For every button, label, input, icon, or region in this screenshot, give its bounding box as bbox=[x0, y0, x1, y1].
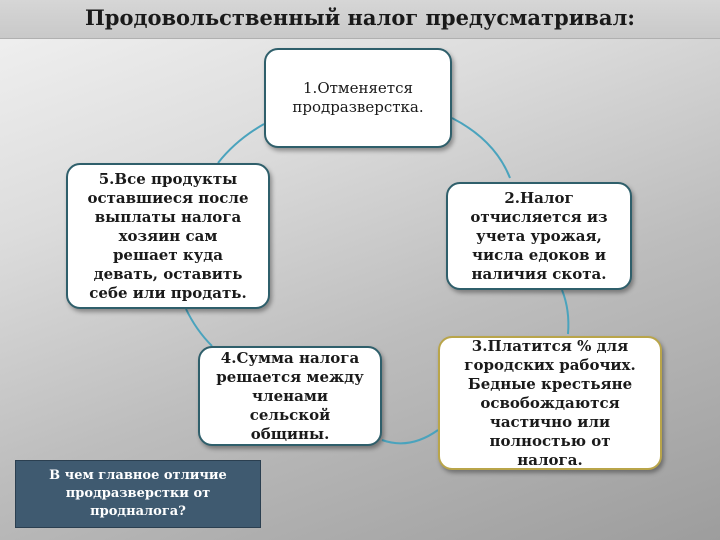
connector-3-4 bbox=[382, 430, 438, 443]
slide-title: Продовольственный налог предусматривал: bbox=[84, 5, 636, 30]
connector-4-5 bbox=[186, 309, 212, 346]
question-box: В чем главное отличие продразверстки от продналога? bbox=[15, 460, 261, 528]
connector-1-2 bbox=[452, 118, 510, 178]
connector-5-1 bbox=[218, 124, 264, 163]
point-5-box: 5.Все продукты оставшиеся после выплаты налога хозяин сам решает куда девать, оставить себе или продать. bbox=[66, 163, 270, 309]
point-3-box: 3.Платится % для городских рабочих. Бедные крестьяне освобождаются частично или полностью от налога. bbox=[438, 336, 662, 470]
point-2-box: 2.Налог отчисляется из учета урожая, числа едоков и наличия скота. bbox=[446, 182, 632, 290]
point-1-box: 1.Отменяется продразверстка. bbox=[264, 48, 452, 148]
connector-2-3 bbox=[562, 290, 568, 334]
point-4-box: 4.Сумма налога решается между членами сельской общины. bbox=[198, 346, 382, 446]
